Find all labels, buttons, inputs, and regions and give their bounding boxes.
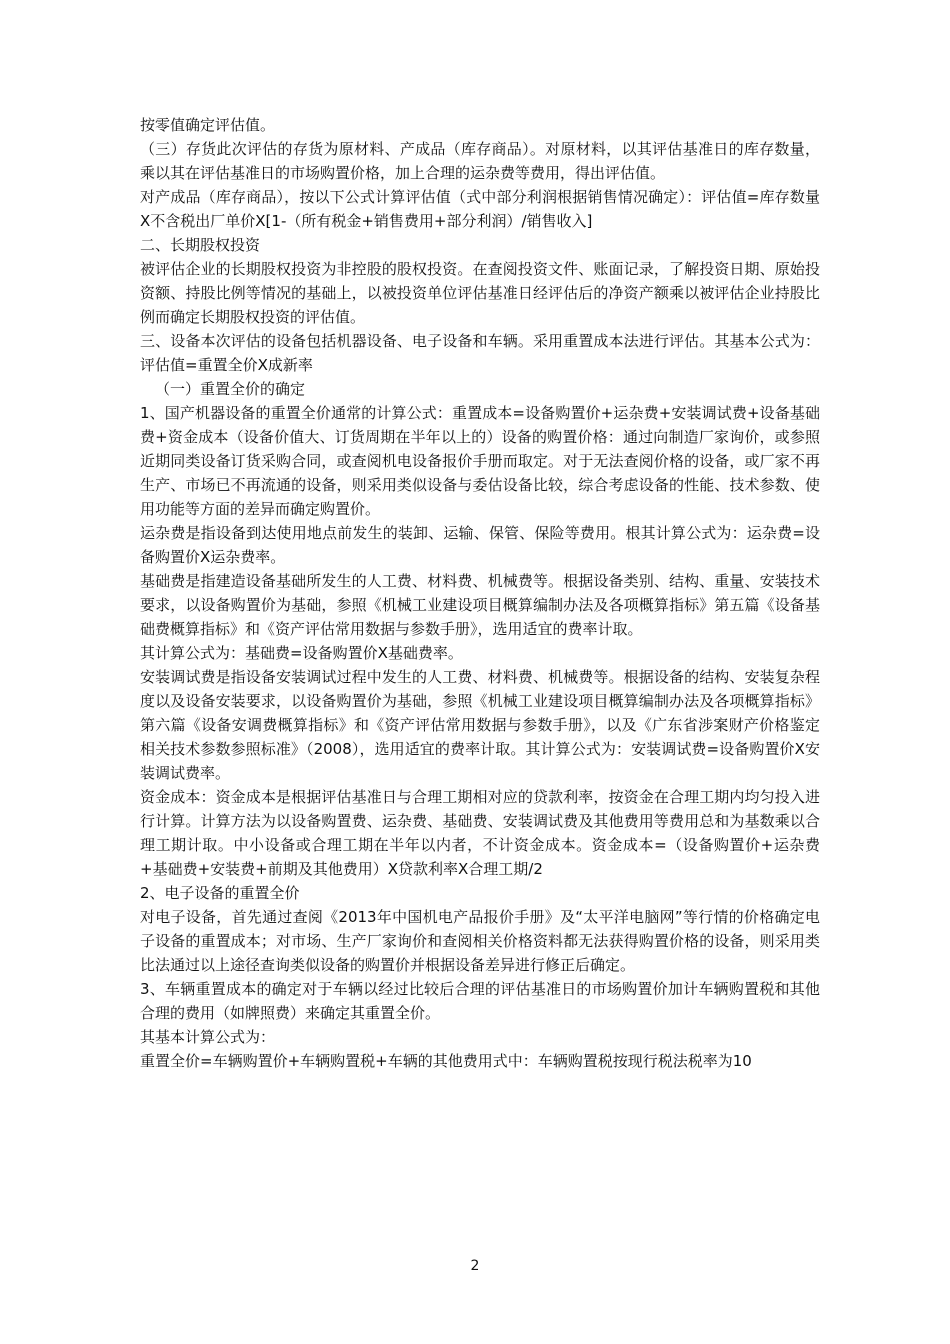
paragraph-1: 按零值确定评估值。 [140,116,276,134]
page-number: 2 [470,1258,480,1274]
paragraph-16: 3、车辆重置成本的确定对于车辆以经过比较后合理的评估基准日的市场购置价加计车辆购置税和其他合理的费用（如牌照费）来确定其重置全价。 [140,980,820,1022]
subsection-heading-electronic: 2、电子设备的重置全价 [140,884,300,902]
document-body [140,113,820,1073]
section-heading-long-term-equity: 二、长期股权投资 [140,236,261,254]
paragraph-5: 被评估企业的长期股权投资为非控股的股权投资。在查阅投资文件、账面记录，了解投资日期、原始投资额、持股比例等情况的基础上，以被投资单位评估基准日经评估后的净资产额乘以被评估企业持股比例而确定长期股权投资的评估值。 [140,260,820,326]
paragraph-12: 安装调试费是指设备安装调试过程中发生的人工费、材料费、机械费等。根据设备的结构、安装复杂程度以及设备安装要求，以设备购置价为基础，参照《机械工业建设项目概算编制办法及各项概算指标》第六篇《设备安调费概算指标》和《资产评估常用数据与参数手册》，以及《广东省涉案财产价格鉴定相关技术参数参照标准》（2008），选用适宜的费率计取。其计算公式为：安装调试费=设备购置价X安装调试费率。 [140,668,820,782]
paragraph-3: 对产成品（库存商品），按以下公式计算评估值（式中部分利润根据销售情况确定）：评估值=库存数量X不含税出厂单价X[1-（所有税金+销售费用+部分利润）/销售收入] [140,188,820,230]
paragraph-9: 运杂费是指设备到达使用地点前发生的装卸、运输、保管、保险等费用。根其计算公式为：运杂费=设备购置价X运杂费率。 [140,524,820,566]
paragraph-2: （三）存货此次评估的存货为原材料、产成品（库存商品）。对原材料，以其评估基准日的库存数量，乘以其在评估基准日的市场购置价格，加上合理的运杂费等费用，得出评估值。 [140,140,820,182]
paragraph-13: 资金成本：资金成本是根据评估基准日与合理工期相对应的贷款利率，按资金在合理工期内均匀投入进行计算。计算方法为以设备购置费、运杂费、基础费、安装调试费及其他费用等费用总和为基数乘以合理工期计取。中小设备或合理工期在半年以内者，不计资金成本。资金成本=（设备购置价+运杂费+基础费+安装费+前期及其他费用）X贷款利率X合理工期/2 [140,788,820,878]
paragraph-8: 1、国产机器设备的重置全价通常的计算公式：重置成本=设备购置价+运杂费+安装调试费+设备基础费+资金成本（设备价值大、订货周期在半年以上的）设备的购置价格：通过向制造厂家询价，或参照近期同类设备订货采购合同，或查阅机电设备报价手册而取定。对于无法查阅价格的设备，或厂家不再生产、市场已不再流通的设备，则采用类似设备与委估设备比较，综合考虑设备的性能、技术参数、使用功能等方面的差异而确定购置价。 [140,404,820,518]
subsection-heading-replacement-price: （一）重置全价的确定 [155,380,306,398]
paragraph-15: 对电子设备，首先通过查阅《2013年中国机电产品报价手册》及“太平洋电脑网”等行情的价格确定电子设备的重置成本；对市场、生产厂家询价和查阅相关价格资料都无法获得购置价格的设备，则采用类比法通过以上途径查询类似设备的购置价并根据设备差异进行修正后确定。 [140,908,820,974]
paragraph-18: 重置全价=车辆购置价+车辆购置税+车辆的其他费用式中：车辆购置税按现行税法税率为10 [140,1052,752,1070]
paragraph-10: 基础费是指建造设备基础所发生的人工费、材料费、机械费等。根据设备类别、结构、重量、安装技术要求，以设备购置价为基础，参照《机械工业建设项目概算编制办法及各项概算指标》第五篇《设备基础费概算指标》和《资产评估常用数据与参数手册》，选用适宜的费率计取。 [140,572,820,638]
paragraph-17: 其基本计算公式为： [140,1028,276,1046]
section-heading-equipment: 三、设备本次评估的设备包括机器设备、电子设备和车辆。采用重置成本法进行评估。其基本公式为：评估值=重置全价X成新率 [140,332,820,374]
paragraph-11: 其计算公式为：基础费=设备购置价X基础费率。 [140,644,463,662]
